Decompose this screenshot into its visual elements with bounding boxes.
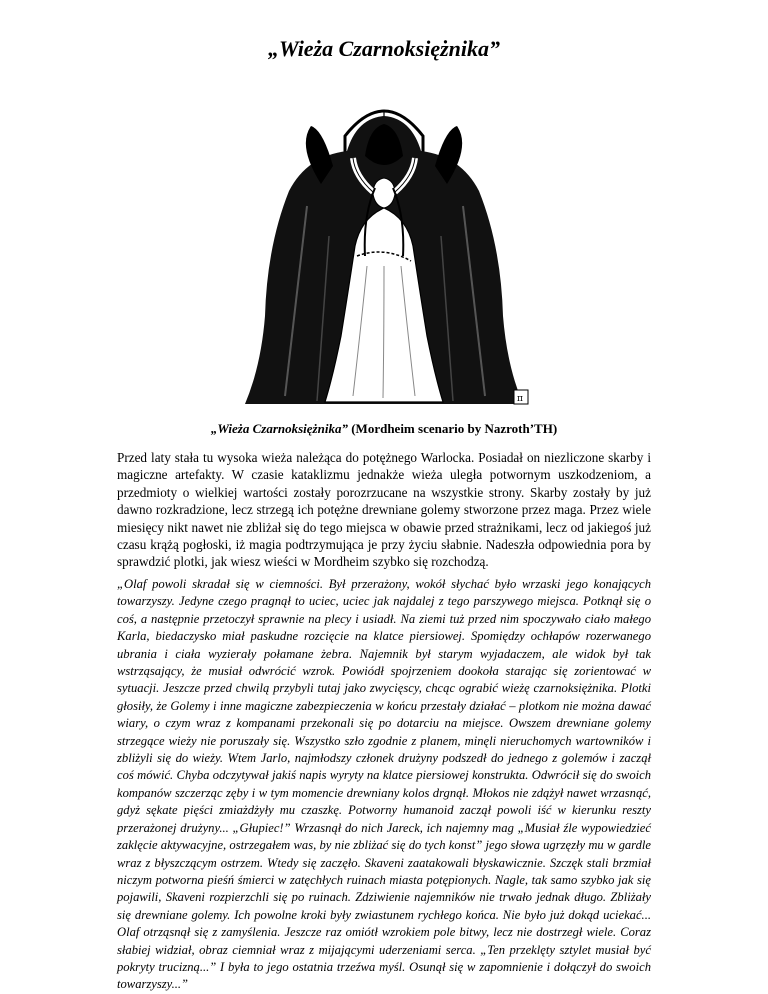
warlock-illustration (237, 96, 531, 408)
caption-title: „Wieża Czarnoksiężnika” (210, 421, 348, 436)
intro-paragraph: Przed laty stała tu wysoka wieża należąca do potężnego Warlocka. Posiadał on niezliczone skarby i magiczne artefakty. W czasie kataklizmu jednakże wieża uległa potwornym uszkodzeniom, a przedmioty o wielkiej wartości zostały porozrzucane na wszystkie strony. Skarby zostały by już dawno rozkradzione, lecz strzegą ich potężne drewniane golemy stworzone przez maga. Przez wiele miesięcy nikt nawet nie zbliżał się do tego miejsca w obawie przed strażnikami, lecz od jakiegoś już czasu krążą pogłoski, iż magia podtrzymująca je przy życiu słabnie. Nadeszła odpowiednia pora by sprawdzić plotki, jak wiesz wieści w Mordheim szybko się rozchodzą. (117, 450, 651, 570)
captive-figure (373, 178, 395, 208)
illustration-caption (0, 421, 768, 437)
story-paragraph: „Olaf powoli skradał się w ciemności. Był przerażony, wokół słychać było wrzaski jego konających towarzyszy. Jedyne czego pragnął to uciec, uciec jak najdalej z tego parszywego miejsca. Potknął się o coś, a następnie przetoczył sprawnie na plecy i usiadł. Na ziemi tuż przed nim spoczywało ciało małego Karla, biedaczysko miał paskudne rozcięcie na klatce piersiowej. Spomiędzy ochłapów rozerwanego ubrania i ciała wyzierały połamane żebra. Najemnik był starym wyjadaczem, ale widok był tak wstrząsający, że musiał odwrócić wzrok. Powiódł spojrzeniem dookoła starając się zorientować w sytuacji. Jeszcze przed chwilą przybyli tutaj jako zwycięscy, chcąc ograbić wieżę czarnoksiężnika. Plotki głosiły, że Golemy i inne magiczne zabezpieczenia w końcu przestały działać – plotkom nie można dawać wiary, o czym wraz z kompanami przekonali się po dotarciu na miejsce. Owszem drewniane golemy strzegące wieży nie poruszały się. Wszystko szło zgodnie z planem, minęli nieruchomych wartowników i zbliżyli się do wieży. Wtem Jarlo, najmłodszy członek drużyny podszedł do jednego z golemów i zaczął coś mówić. Chyba odczytywał jakiś napis wyryty na klatce piersiowej konstrukta. Odwrócił się do swoich kompanów szczerząc zęby i w tym momencie drewniany kolos drgnął. Młokos nie zdążył nawet wrzasnąć, gdyż sękate pięści zmiażdżyły mu czaszkę. Potworny humanoid zaczął powoli iść w kierunku reszty przerażonej drużyny... „Głupiec!” Wrzasnął do nich Jareck, ich najemny mag „Musiał źle wypowiedzieć zaklęcie aktywacyjne, ostrzegałem was, by nie zbliżać się do tych konst” jego słowa ugrzęzły mu w gardle wraz z błyszczącym ostrzem. Wtedy się zaczęło. Skaveni zaatakowali błyskawicznie. Szczęk stali brzmiał niczym potworna pieśń śmierci w zatęchłych ruinach miasta potępionych. Nagle, tak samo szybko jak się pojawili, Skaveni rozpierzchli się po ruinach. Zdziwienie najemników nie trwało jednak długo. Zbliżały się drewniane golemy. Ich powolne kroki były zwiastunem rychłego końca. Nie było już dokąd uciekać... Olaf otrząsnął się z zamyślenia. Jeszcze raz omiótł wzrokiem pole bitwy, lecz nie dostrzegł wiele. Coraz słabiej widział, obraz ciemniał wraz z mijającymi uderzeniami serca. „Ten przeklęty sztylet musiał być pokryty trucizną...” I była to jego ostatnia trzeźwa myśl. Osunął się w zapomnienie i dołączył do swoich towarzyszy...” (117, 577, 651, 992)
svg-text:π: π (517, 394, 523, 404)
caption-credit: (Mordheim scenario by Nazroth’TH) (347, 421, 558, 436)
document-title: „Wieża Czarnoksiężnika” (267, 36, 501, 61)
